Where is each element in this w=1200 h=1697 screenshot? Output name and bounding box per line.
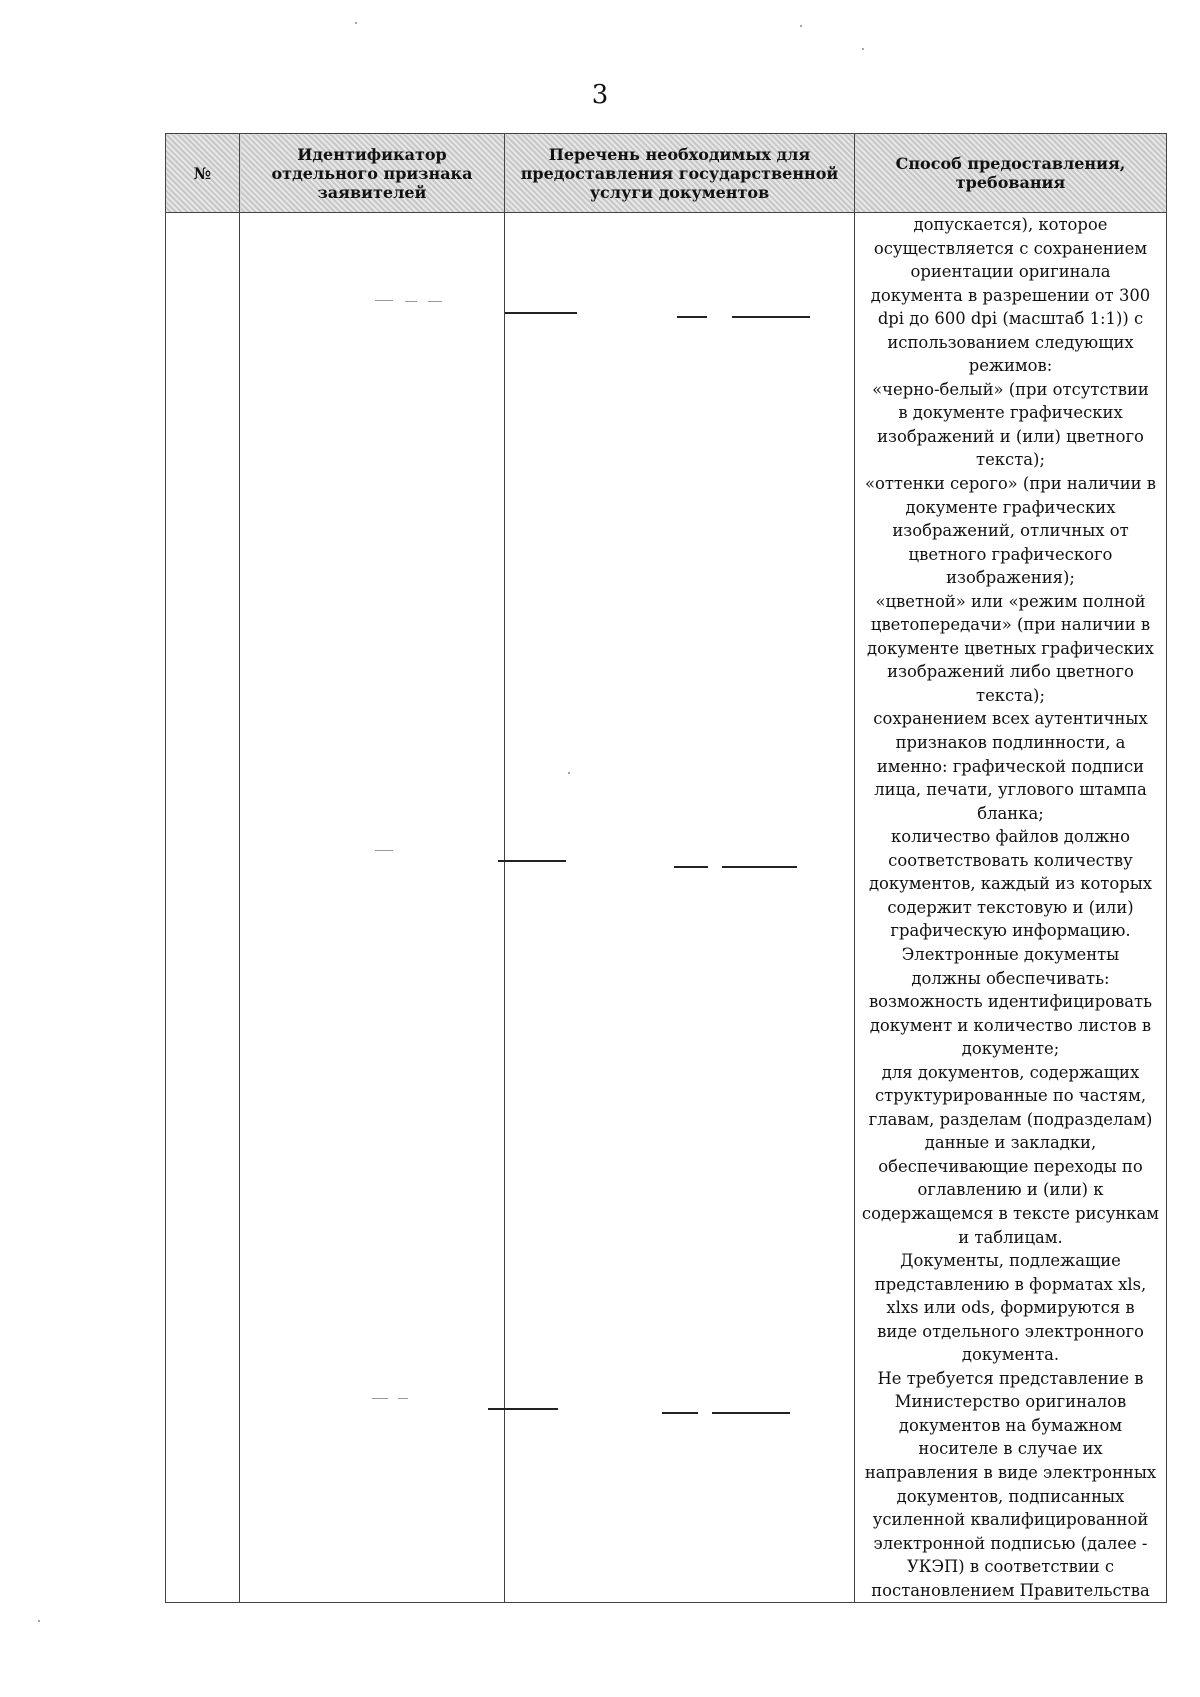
method-line: цветопередачи» (при наличии в <box>870 615 1151 635</box>
header-identifier: Идентификатор отдельного признака заявителей <box>240 134 505 213</box>
scan-mark <box>677 316 707 318</box>
scan-mark <box>405 301 417 302</box>
scan-mark <box>498 860 566 862</box>
method-line: носителе в случае их <box>918 1439 1103 1459</box>
method-line: цветного графического <box>908 544 1113 564</box>
method-line: виде отдельного электронного <box>877 1321 1144 1341</box>
method-line: текста); <box>976 450 1045 470</box>
scan-speck <box>355 22 357 24</box>
method-line: документе цветных графических <box>867 638 1154 658</box>
method-line: документе; <box>961 1039 1060 1059</box>
method-line: «цветной» или «режим полной <box>875 591 1146 611</box>
method-line: dpi до 600 dpi (масштаб 1:1)) с <box>877 309 1144 329</box>
method-line: электронной подписью (далее - <box>873 1533 1148 1553</box>
scan-speck <box>38 1620 40 1622</box>
method-line: лица, печати, углового штампа <box>874 780 1147 800</box>
method-line: Не требуется представление в <box>877 1368 1144 1388</box>
scan-mark <box>722 866 797 868</box>
method-line: усиленной квалифицированной <box>872 1510 1149 1530</box>
method-line: графическую информацию. <box>890 921 1131 941</box>
method-line: бланка; <box>977 803 1044 823</box>
method-line: количество файлов должно <box>890 827 1131 847</box>
method-line: изображения); <box>946 568 1075 588</box>
table-row <box>166 213 1167 1603</box>
scan-mark <box>505 312 577 314</box>
scan-mark <box>712 1412 790 1414</box>
scan-mark <box>732 316 810 318</box>
method-line: «оттенки серого» (при наличии в <box>864 474 1157 494</box>
method-line: осуществляется с сохранением <box>873 238 1148 258</box>
method-line: изображений и (или) цветного <box>877 426 1144 446</box>
method-line: документов, подписанных <box>896 1486 1125 1506</box>
scan-mark <box>372 1398 388 1399</box>
method-text <box>855 213 1166 1602</box>
method-line: направления в виде электронных <box>864 1462 1157 1482</box>
scan-mark <box>488 1408 558 1410</box>
scan-mark <box>375 300 393 301</box>
table-header <box>166 134 1167 213</box>
page-number: 3 <box>591 80 609 110</box>
header-num: № <box>166 134 240 213</box>
header-documents: Перечень необходимых для предоставления государственной услуги документов <box>505 134 855 213</box>
scan-mark <box>398 1398 408 1399</box>
method-line: документа. <box>961 1345 1060 1365</box>
method-line: допускается), которое <box>913 215 1108 234</box>
method-line: режимов: <box>968 356 1053 376</box>
method-line: документа в разрешении от 300 <box>870 285 1151 305</box>
method-line: оглавлению и (или) к <box>917 1180 1104 1200</box>
method-line: «черно-белый» (при отсутствии <box>872 379 1149 399</box>
method-line: документе графических <box>905 497 1116 517</box>
method-line: использованием следующих <box>887 332 1134 352</box>
method-line: и таблицам. <box>958 1227 1063 1247</box>
method-line: должны обеспечивать: <box>911 968 1110 988</box>
header-method: Способ предоставления, требования <box>855 134 1167 213</box>
scan-speck <box>862 48 864 50</box>
method-line: для документов, содержащих <box>881 1062 1140 1082</box>
method-line: Электронные документы <box>901 944 1120 964</box>
method-line: представлению в форматах xls, <box>874 1274 1147 1294</box>
method-line: ориентации оригинала <box>910 262 1111 282</box>
method-line: структурированные по частям, <box>874 1086 1147 1106</box>
method-line: текста); <box>976 685 1045 705</box>
method-line: содержащемся в тексте рисункам <box>861 1203 1160 1223</box>
method-line: Министерство оригиналов <box>894 1392 1127 1412</box>
method-cell <box>855 213 1167 1603</box>
scan-mark <box>674 866 708 868</box>
method-line: изображений, отличных от <box>892 521 1129 541</box>
documents-cell <box>505 213 855 1603</box>
method-line: документов на бумажном <box>898 1415 1123 1435</box>
method-line: соответствовать количеству <box>888 850 1133 870</box>
method-line: постановлением Правительства <box>871 1580 1150 1600</box>
method-line: данные и закладки, <box>924 1133 1097 1153</box>
method-line: содержит текстовую и (или) <box>887 897 1134 917</box>
scan-mark <box>662 1412 698 1414</box>
scan-speck <box>568 772 570 774</box>
method-line: документов, каждый из которых <box>868 874 1153 894</box>
identifier-cell <box>240 213 505 1603</box>
method-line: признаков подлинности, а <box>895 733 1126 753</box>
scan-mark <box>428 301 442 302</box>
scan-mark <box>375 850 393 851</box>
method-line: в документе графических <box>898 403 1123 423</box>
method-line: xlxs или ods, формируются в <box>886 1298 1135 1318</box>
method-line: УКЭП) в соответствии с <box>906 1557 1115 1577</box>
method-line: документ и количество листов в <box>869 1015 1152 1035</box>
num-cell <box>166 213 240 1603</box>
method-line: обеспечивающие переходы по <box>878 1156 1143 1176</box>
method-line: сохранением всех аутентичных <box>873 709 1148 729</box>
scan-speck <box>800 25 802 27</box>
method-line: изображений либо цветного <box>887 662 1134 682</box>
method-line: возможность идентифицировать <box>868 992 1153 1012</box>
method-line: Документы, подлежащие <box>900 1251 1121 1271</box>
method-line: именно: графической подписи <box>876 756 1145 776</box>
method-line: главам, разделам (подразделам) <box>868 1109 1153 1129</box>
requirements-table <box>165 133 1167 1603</box>
